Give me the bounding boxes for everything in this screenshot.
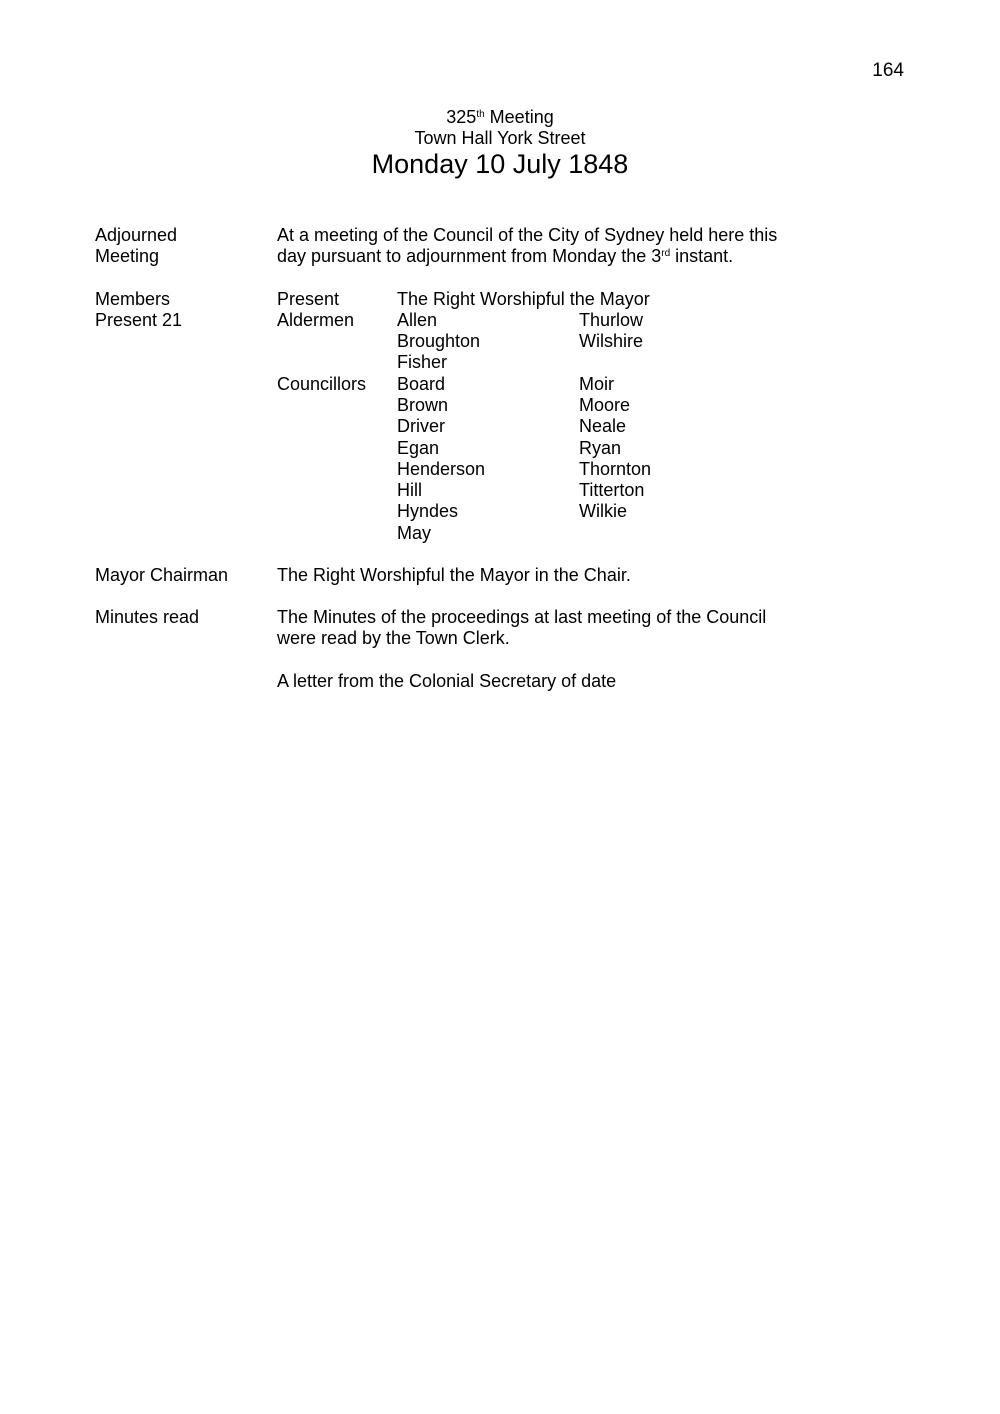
councillor-name: Driver — [397, 416, 445, 436]
councillor-name: Henderson — [397, 459, 486, 479]
councillor-name: Hyndes — [397, 501, 459, 521]
present-value: The Right Worshipful the Mayor — [397, 289, 650, 309]
letter-text: A letter from the Colonial Secretary of date — [277, 671, 617, 691]
meeting-date: Monday 10 July 1848 — [371, 149, 629, 179]
councillor-name: Ryan — [579, 438, 622, 458]
councillor-name: Moir — [579, 374, 614, 394]
councillor-name: Thornton — [579, 459, 652, 479]
margin-note-mayor-chairman: Mayor Chairman — [95, 565, 229, 585]
present-label: Present — [277, 289, 340, 309]
minutes-text-line-1: The Minutes of the proceedings at last meeting of the Council — [277, 607, 767, 627]
councillor-name: Brown — [397, 395, 449, 415]
adjourned-text-part-2: instant. — [670, 246, 734, 266]
alderman-name: Allen — [397, 310, 438, 330]
adjourned-text-sup: rd — [661, 248, 671, 259]
councillor-name: Titterton — [579, 480, 645, 500]
margin-note-members: Members — [95, 289, 171, 309]
aldermen-label: Aldermen — [277, 310, 355, 330]
councillor-name: Moore — [579, 395, 631, 415]
alderman-name: Thurlow — [579, 310, 644, 330]
alderman-name: Wilshire — [579, 331, 644, 351]
councillor-name: Hill — [397, 480, 422, 500]
councillor-name: Board — [397, 374, 446, 394]
meeting-number-value: 325 — [446, 107, 477, 127]
adjourned-text-part-1: day pursuant to adjournment from Monday the 3 — [277, 246, 662, 266]
councillors-label: Councillors — [277, 374, 367, 394]
minutes-text-line-2: were read by the Town Clerk. — [277, 628, 510, 648]
margin-note-adjourned: Adjourned — [95, 225, 178, 245]
adjourned-text-line-1: At a meeting of the Council of the City of Sydney held here this — [277, 225, 778, 245]
meeting-number-suffix: th — [476, 109, 485, 120]
adjourned-text-line-2 — [277, 246, 733, 267]
chairman-text: The Right Worshipful the Mayor in the Chair. — [277, 565, 631, 585]
meeting-number — [0, 107, 1000, 128]
alderman-name: Broughton — [397, 331, 481, 351]
councillor-name: Egan — [397, 438, 440, 458]
margin-note-minutes-read: Minutes read — [95, 607, 200, 627]
page-number: 164 — [872, 60, 904, 81]
meeting-location: Town Hall York Street — [414, 128, 586, 148]
meeting-word: Meeting — [484, 107, 554, 127]
councillor-name: Wilkie — [579, 501, 627, 521]
councillor-name: Neale — [579, 416, 627, 436]
margin-note-meeting: Meeting — [95, 246, 160, 266]
alderman-name: Fisher — [397, 352, 448, 372]
councillor-name: May — [397, 523, 432, 543]
margin-note-present-count: Present 21 — [95, 310, 183, 330]
